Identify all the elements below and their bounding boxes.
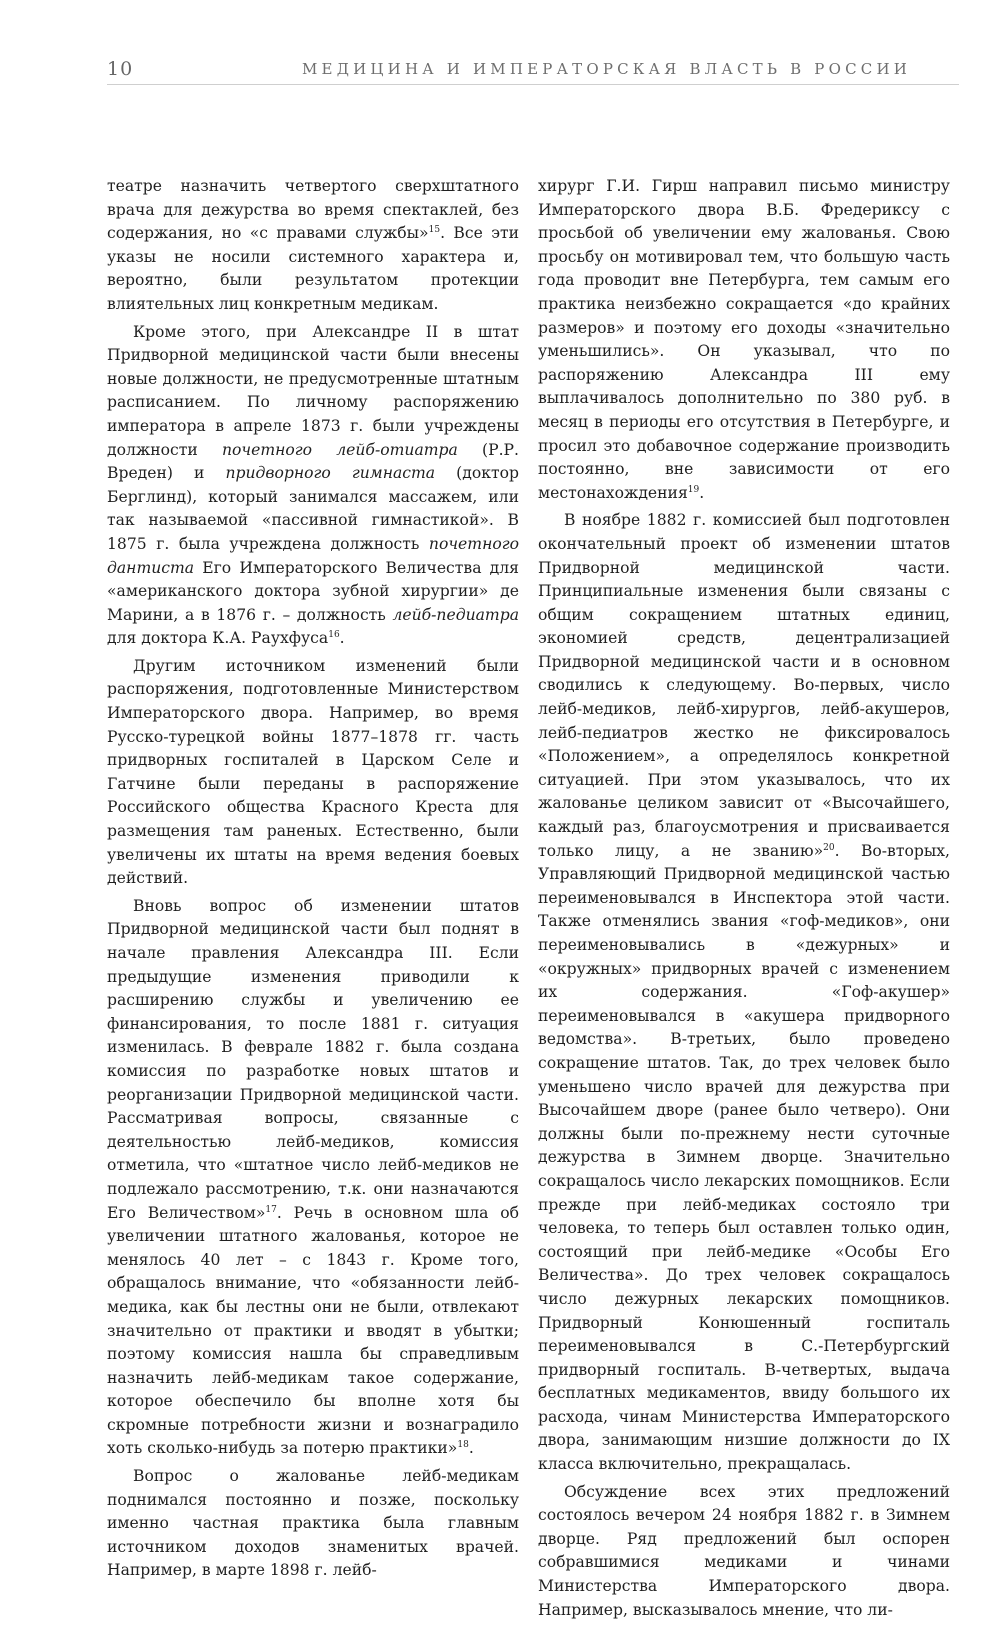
paragraph (107, 895, 519, 1461)
footnote-ref: 17 (265, 1204, 277, 1215)
text: (доктор Берглинд), который занимался массажем, или так называемой «пассивной гимнастикой». В 1875 г. была учреждена должность (107, 464, 519, 553)
text: . Речь в основном шла об увеличении штатного жалованья, которое не менялось 40 лет – с 1843 г. Кроме того, обращалось внимание, что «обязанности лейб-медика, как бы лестны они не были, отвлекают значительно от практики и вводят в убытки; поэтому комиссия нашла бы справедливым назначить лейб-медикам такое содержание, которое обеспечило бы вполне хотя бы скромные потребности жизни и вознаградило хоть сколько-нибудь за потерю практики» (107, 1203, 519, 1458)
paragraph (538, 175, 950, 505)
footnote-ref: 15 (428, 225, 441, 236)
paragraph (107, 321, 519, 651)
text: . (468, 1439, 474, 1458)
text: (Р.Р. Вреден) и (107, 440, 519, 483)
text: хирург Г.И. Гирш направил письмо министру Императорского двора В.Б. Фредериксу с просьбой об увеличении ему жалованья. Свою просьбу он мотивировал тем, что большую часть года проводит вне Петербурга, тем самым его практика неизбежно сокращается «до крайних размеров» и поэтому его доходы «значительно уменьшились». Он указывал, что по распоряжению Александра III ему выплачивалось дополнительно по 380 руб. в месяц в периоды его отсутствия в Петербурге, и просил это добавочное содержание производить постоянно, вне зависимости от его местонахождения (538, 177, 950, 502)
italic-term: придворного гимнаста (225, 464, 436, 483)
paragraph (107, 1465, 519, 1583)
footnote-ref: 18 (457, 1440, 469, 1451)
footnote-ref: 20 (823, 842, 835, 853)
text: Кроме этого, при Александре II в штат Придворной медицинской части были внесены новые должности, не предусмотренные штатным расписанием. По личному распоряжению императора в апреле 1873 г. были учреждены должности (107, 322, 519, 459)
italic-term: почетного дантиста (107, 534, 519, 577)
right-column (538, 175, 950, 1626)
text: Его Императорского Величества для «американского доктора зубной хирургии» де Марини, а в 1876 г. – должность (107, 558, 519, 624)
paragraph (107, 175, 519, 317)
footnote-ref: 16 (328, 630, 340, 641)
text: . (339, 629, 345, 648)
text: Вновь вопрос об изменении штатов Придворной медицинской части был поднят в начале правления Александра III. Если предыдущие изменения приводили к расширению службы и увеличению ее финансирования, то после 1881 г. ситуация изменилась. В феврале 1882 г. была создана комиссия по разработке новых штатов и реорганизации Придворной медицинской части. Рассматривая вопросы, связанные с деятельностью лейб-медиков, комиссия отметила, что «штатное число лейб-медиков не подлежало рассмотрению, т.к. они назначаются Его Величеством» (107, 896, 519, 1222)
text: . (699, 483, 705, 502)
running-title: МЕДИЦИНА И ИМПЕРАТОРСКАЯ ВЛАСТЬ В РОССИИ (302, 60, 912, 78)
italic-term: почетного лейб-отиатра (221, 440, 458, 459)
footnote-ref: 19 (687, 484, 700, 495)
text: В ноябре 1882 г. комиссией был подготовлен окончательный проект об изменении штатов Придворной медицинской части. Принципиальные изменения были связаны с общим сокращением штатных единиц, экономией средств, децентрализацией Придворной медицинской части и в основном сводились к следующему. Во-первых, число лейб-медиков, лейб-хирургов, лейб-акушеров, лейб-педиатров жестко не фиксировалось «Положением», а определялось конкретной ситуацией. При этом указывалось, что их жалованье целиком зависит от «Высочайшего, каждый раз, благоусмотрения и присваивается только лицу, а не званию» (538, 511, 950, 860)
text: . Во-вторых, Управляющий Придворной медицинской частью переименовывался в Инспектора этой части. Также отменялись звания «гоф-медиков», они переименовывались в «дежурных» и «окружных» придворных врачей с изменением их содержания. «Гоф-акушер» переименовывался в «акушера придворного ведомства». В-третьих, было проведено сокращение штатов. Так, до трех человек было уменьшено число врачей для дежурства при Высочайшем дворе (ранее было четверо). Они должны были по-прежнему нести суточные дежурства в Зимнем дворце. Значительно сокращалось число лекарских помощников. Если прежде при лейб-медиках состояло три человека, то теперь был оставлен только один, состоящий при лейб-медике «Особы Его Величества». До трех человек сокращалось число дежурных лекарских помощников. Придворный Конюшенный госпиталь переименовывался в С.-Петербургский придворный госпиталь. В-четвертых, выдача бесплатных медикаментов, ввиду большого их расхода, чинам Министерства Императорского двора, занимающим низшие должности до IX класса включительно, прекращалась. (538, 841, 950, 1474)
text: . Все эти указы не носили системного характера и, вероятно, были результатом протекции влиятельных лиц конкретным медикам. (107, 224, 520, 313)
text: Другим источником изменений были распоряжения, подготовленные Министерством Императорского двора. Например, во время Русско-турецкой войны 1877–1878 гг. часть придворных госпиталей в Царском Селе и Гатчине были переданы в распоряжение Российского общества Красного Креста для размещения там раненых. Естественно, были увеличены их штаты на время ведения боевых действий. (107, 656, 519, 888)
italic-term: лейб-педиатра (392, 605, 519, 624)
paragraph (538, 509, 950, 1476)
text: Обсуждение всех этих предложений состоялось вечером 24 ноября 1882 г. в Зимнем дворце. Ряд предложений был оспорен собравшимися медиками и чинами Министерства Императорского двора. Например, высказывалось мнение, что ли- (538, 1482, 950, 1619)
paragraph (538, 1481, 950, 1623)
page-header (107, 58, 959, 85)
left-column (107, 175, 519, 1587)
page-number: 10 (107, 58, 134, 80)
text: Вопрос о жалованье лейб-медикам поднимался постоянно и позже, поскольку именно частная практика была главным источником доходов знаменитых врачей. Например, в марте 1898 г. лейб- (107, 1467, 519, 1580)
text: театре назначить четвертого сверхштатного врача для дежурства во время спектаклей, без содержания, но «с правами службы» (107, 177, 519, 243)
paragraph (107, 655, 519, 891)
text: для доктора К.А. Раухфуса (107, 629, 329, 648)
